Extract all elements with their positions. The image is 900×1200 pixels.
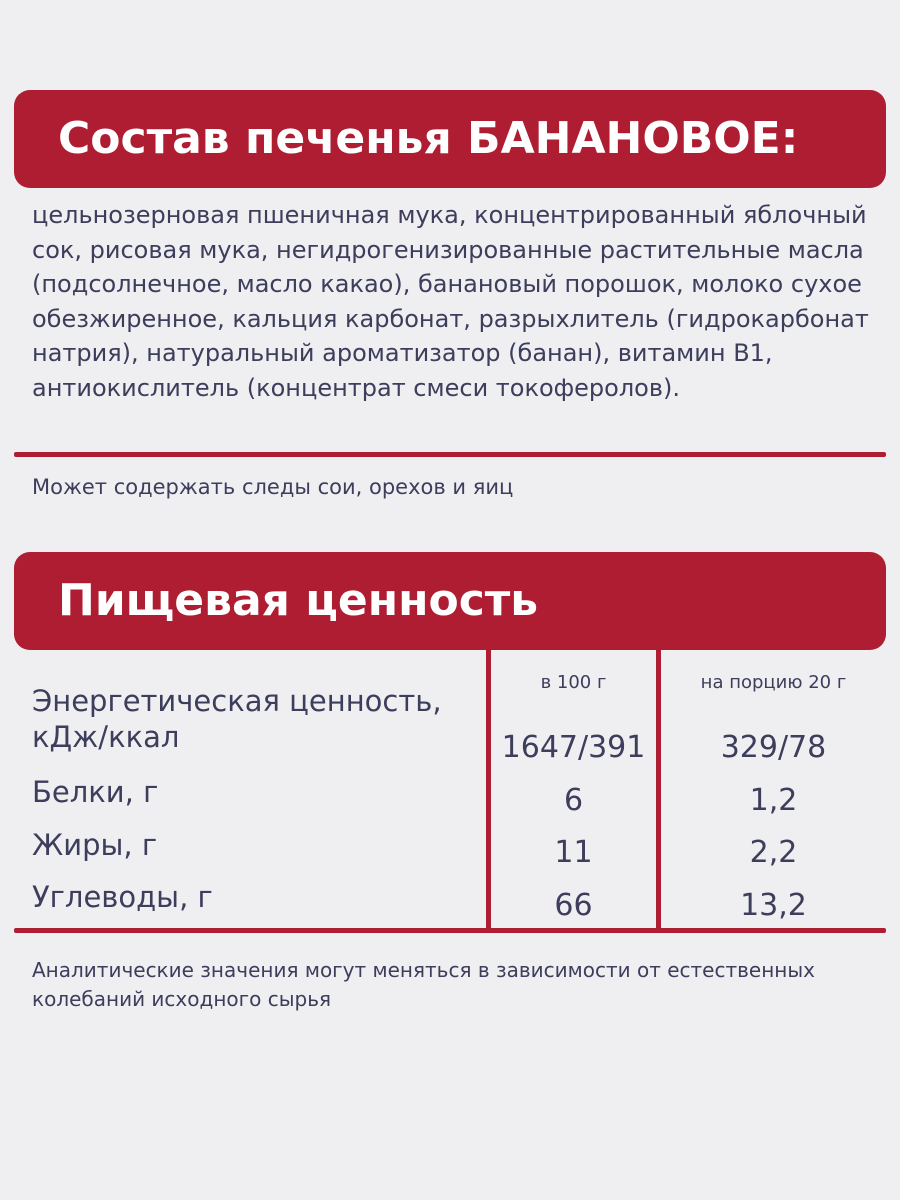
composition-title: Состав печенья БАНАНОВОЕ: — [58, 113, 799, 164]
energy-per-portion: 329/78 — [720, 730, 827, 765]
nutrition-title: Пищевая ценность — [58, 575, 539, 626]
carbs-per-100g: 66 — [554, 888, 593, 923]
nutrition-footnote: Аналитические значения могут меняться в зависимости от естественных колебаний исходного сырья — [32, 958, 816, 1011]
column-header-per-100g: в 100 г — [540, 672, 607, 693]
protein-per-100g: 6 — [563, 783, 584, 818]
divider-line — [14, 452, 886, 457]
nutrition-row-label-protein: Белки, г — [32, 775, 159, 809]
nutrition-row-label-fat: Жиры, г — [32, 828, 158, 862]
fat-per-100g: 11 — [554, 835, 593, 870]
column-header-per-portion: на порцию 20 г — [700, 672, 847, 693]
protein-per-portion: 1,2 — [749, 783, 798, 818]
nutrition-row-label-energy: Энергетическая ценность, кДж/ккал — [32, 684, 442, 754]
composition-title-banner — [14, 90, 886, 188]
ingredients-text: цельнозерновая пшеничная мука, концентрированный яблочный сок, рисовая мука, негидрогенизированные растительные масла (подсолнечное, масло какао), банановый порошок, молоко сухое обезжиренное, кальция карбонат, разрыхлитель (гидрокарбонат натрия), натуральный ароматизатор (банан), витамин B1, антиокислитель (концентрат смеси токоферолов). — [32, 201, 869, 402]
nutrition-row-label-carbs: Углеводы, г — [32, 880, 213, 914]
nutrition-title-banner — [14, 552, 886, 650]
table-bottom-rule — [14, 928, 886, 933]
energy-per-100g: 1647/391 — [501, 730, 646, 765]
allergens-note: Может содержать следы сои, орехов и яиц — [32, 475, 514, 499]
carbs-per-portion: 13,2 — [740, 888, 807, 923]
fat-per-portion: 2,2 — [749, 835, 798, 870]
